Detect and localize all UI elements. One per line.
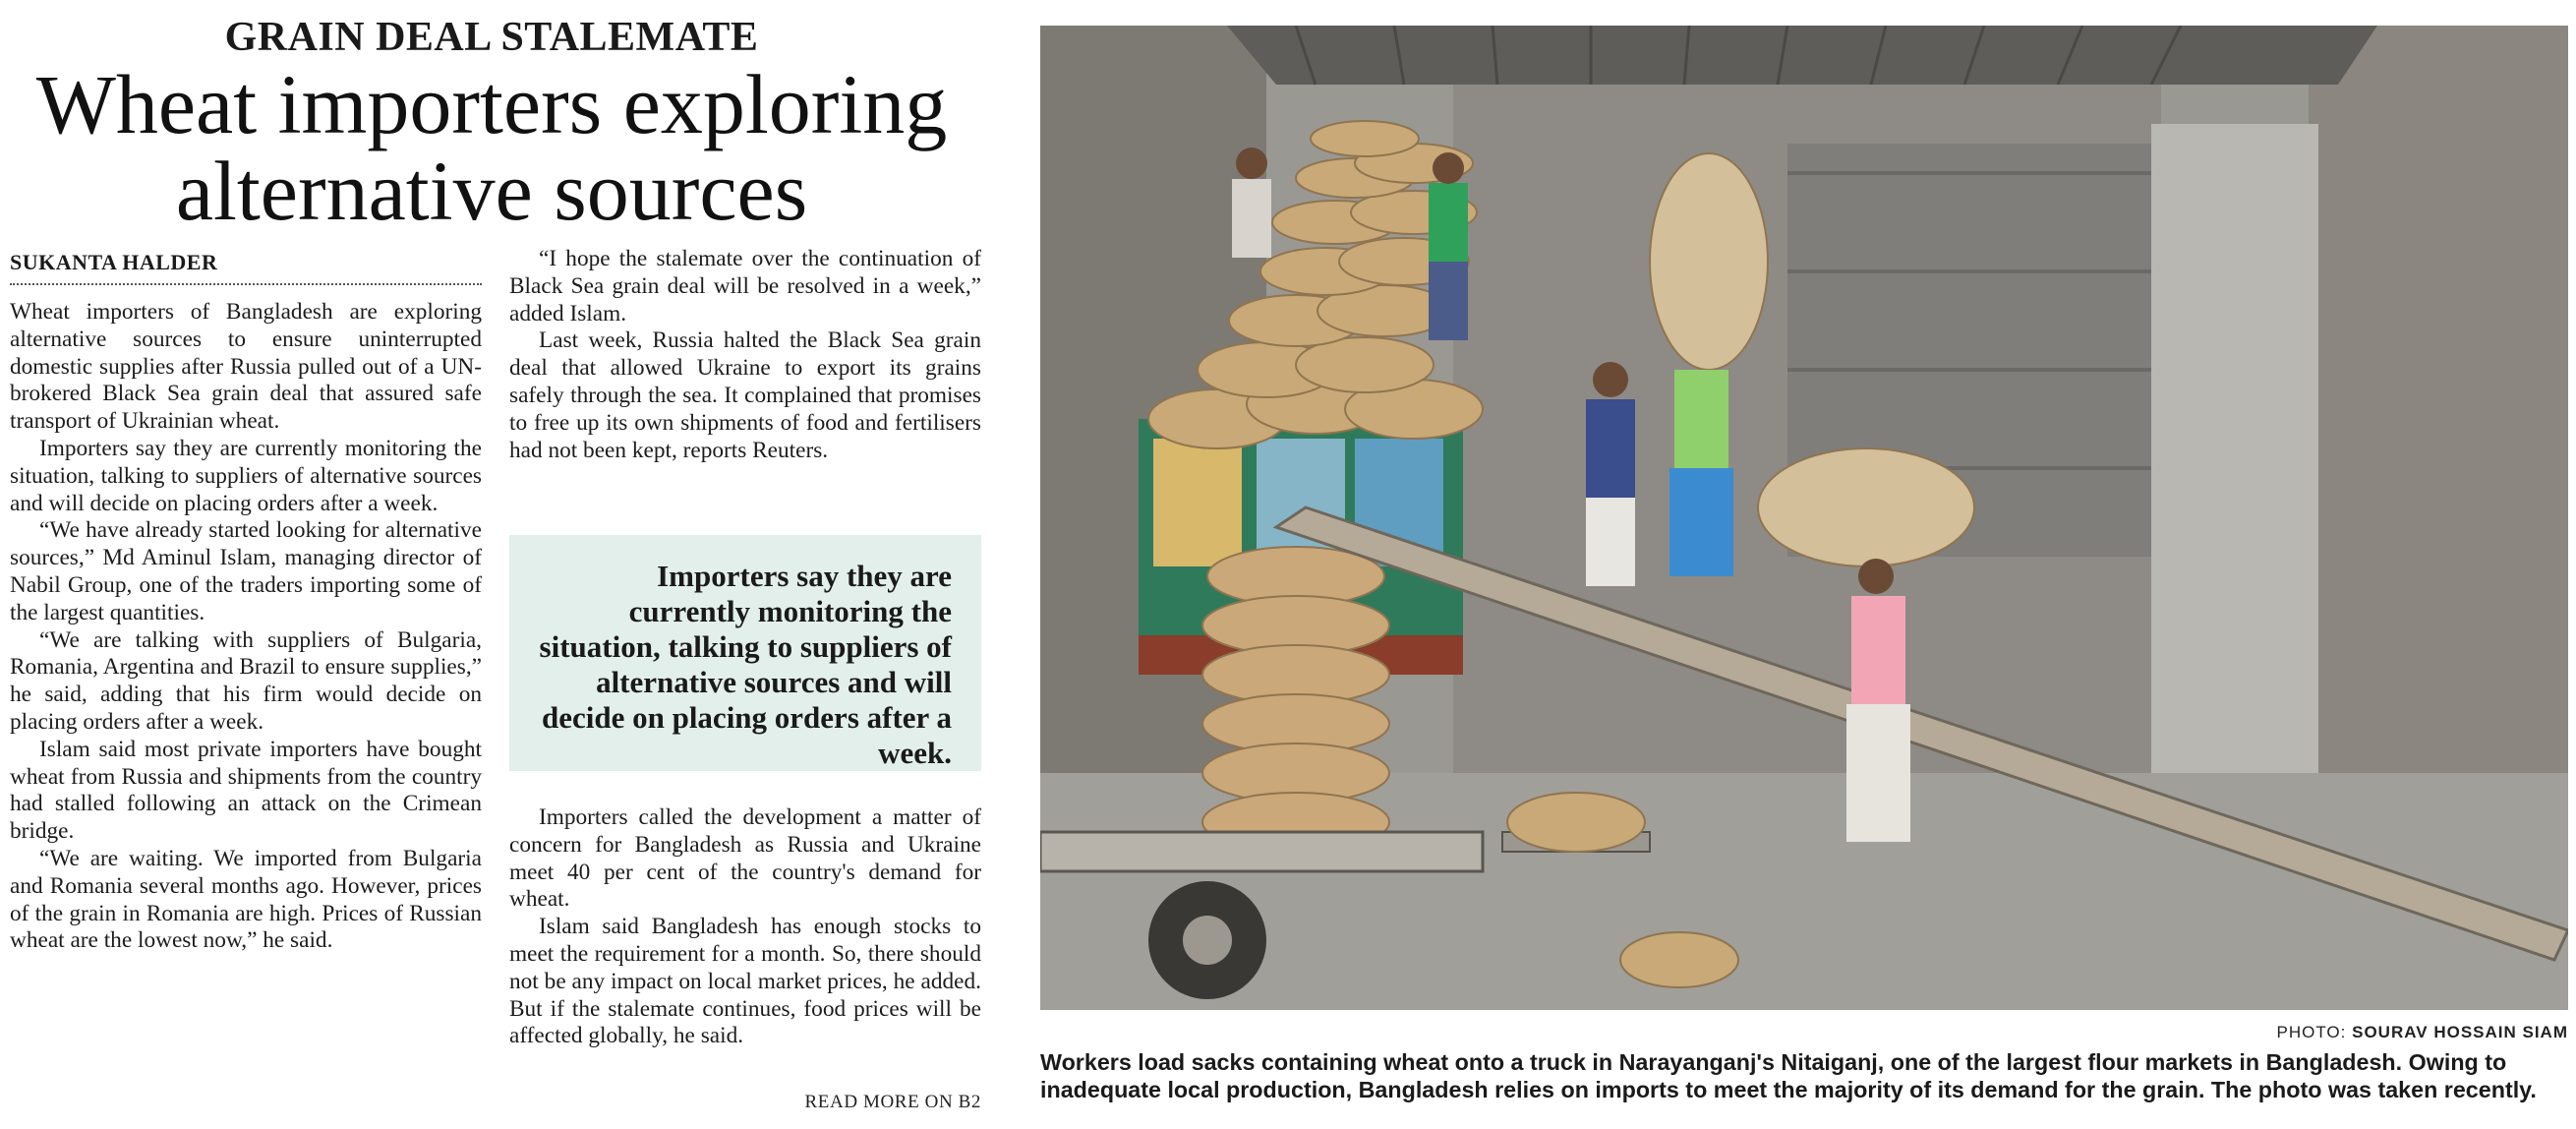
- photo-credit-label: PHOTO:: [2276, 1023, 2347, 1041]
- paragraph: “We are waiting. We imported from Bulgaria and Romania several months ago. However, prices of the grain in Romania are high. Prices of Russian wheat are the lowest now,” he said.: [10, 845, 482, 954]
- headline-line-2: alternative sources: [175, 144, 808, 238]
- paragraph: Islam said most private importers have bought wheat from Russia and shipments from the country had stalled following an attack on the Crimean bridge.: [10, 736, 482, 845]
- pull-quote: Importers say they are currently monitoring the situation, talking to suppliers of alternative sources and will decide on placing orders after a week.: [509, 535, 981, 771]
- photo-caption: Workers load sacks containing wheat onto a truck in Narayanganj's Nitaiganj, one of the largest flour markets in Bangladesh. Owing to inadequate local production, Bangladesh relies on imports to meet the majority of its demand for the grain. The photo was taken recently.: [1040, 1049, 2537, 1102]
- paragraph: Wheat importers of Bangladesh are exploring alternative sources to ensure uninterrupted domestic supplies after Russia pulled out of a UN-brokered Black Sea grain deal that assured safe transport of Ukrainian wheat.: [10, 299, 482, 435]
- paragraph: “We are talking with suppliers of Bulgaria, Romania, Argentina and Brazil to ensure supplies,” he said, adding that his firm would decide on placing orders after a week.: [10, 626, 482, 735]
- paragraph: Islam said Bangladesh has enough stocks to meet the requirement for a month. So, there should not be any impact on local market prices, he added. But if the stalemate continues, food prices will be affected globally, he said.: [509, 914, 981, 1049]
- news-photo: [1040, 26, 2568, 1010]
- article-column-2-top: [509, 246, 981, 464]
- article-kicker: GRAIN DEAL STALEMATE: [224, 15, 759, 60]
- byline: SUKANTA HALDER: [10, 250, 482, 285]
- paragraph: Last week, Russia halted the Black Sea grain deal that allowed Ukraine to export its grains safely through the sea. It complained that promises to free up its own shipments of food and fertilisers had not been kept, reports Reuters.: [509, 327, 981, 463]
- paragraph: Importers called the development a matter of concern for Bangladesh as Russia and Ukraine meet 40 per cent of the country's demand for wheat.: [509, 804, 981, 913]
- article-column-1: [10, 299, 482, 955]
- article-headline: [0, 57, 983, 238]
- paragraph: Importers say they are currently monitoring the situation, talking to suppliers of alternative sources and will decide on placing orders after a week.: [10, 435, 482, 516]
- photo-credit-name: SOURAV HOSSAIN SIAM: [2352, 1023, 2568, 1041]
- headline-line-1: Wheat importers exploring: [35, 57, 948, 151]
- paragraph: “We have already started looking for alternative sources,” Md Aminul Islam, managing director of Nabil Group, one of the traders importing some of the largest quantities.: [10, 517, 482, 625]
- paragraph: “I hope the stalemate over the continuation of Black Sea grain deal will be resolved in a week,” added Islam.: [509, 246, 981, 327]
- read-more-link[interactable]: READ MORE ON B2: [804, 1092, 981, 1112]
- photo-credit: [1040, 1023, 2568, 1042]
- article-column-2-bottom: [509, 804, 981, 1050]
- photo-illustration: [1040, 26, 2568, 1010]
